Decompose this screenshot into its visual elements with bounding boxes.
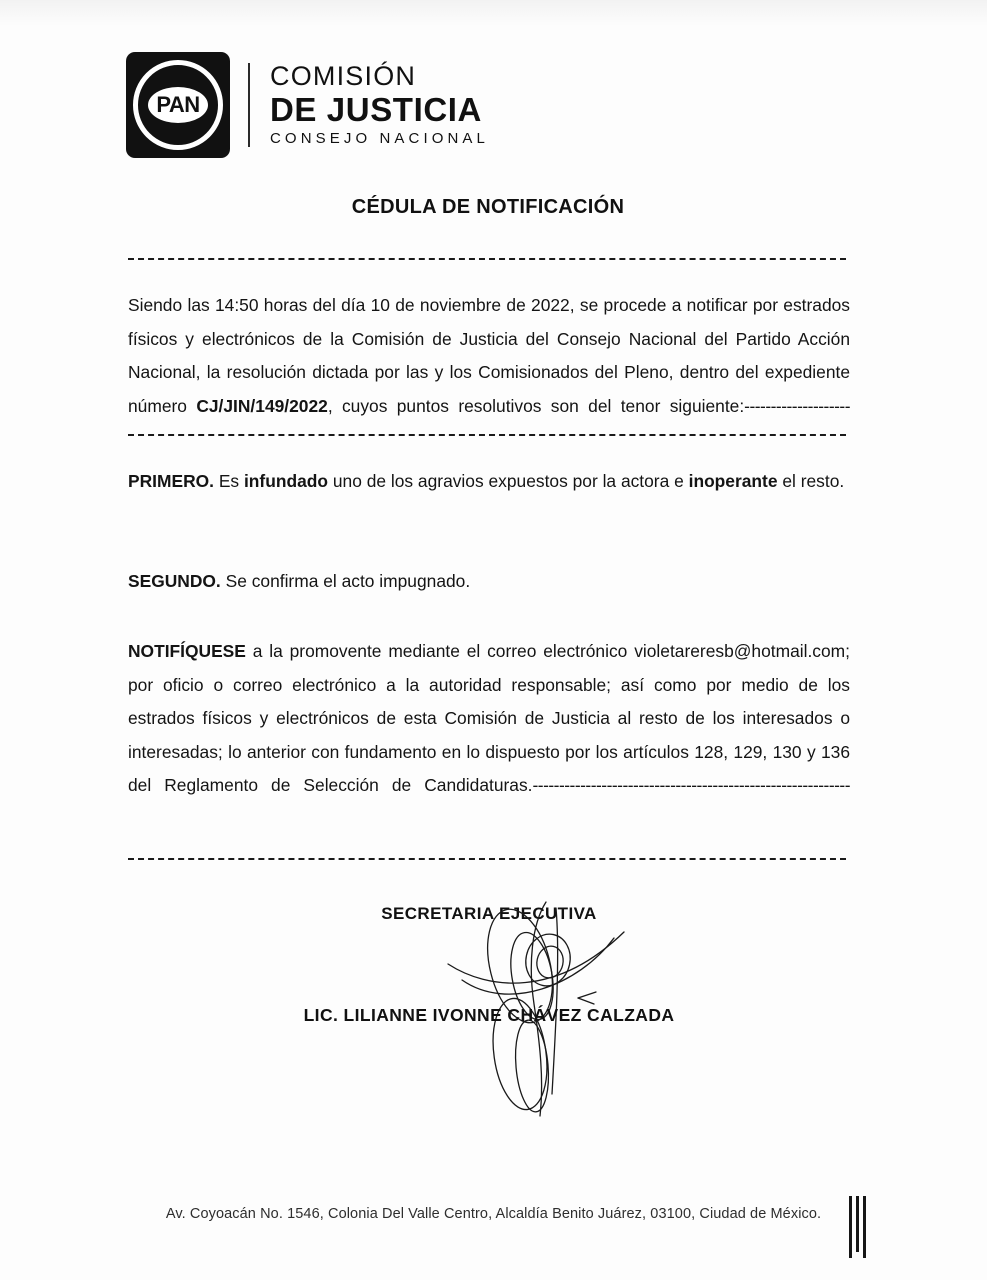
resolutivo-segundo-text: Se confirma el acto impugnado. [220,571,471,591]
pan-logo-icon [126,52,230,158]
page-title: CÉDULA DE NOTIFICACIÓN [351,196,625,218]
pan-logo-ring [133,60,223,150]
notification-email: violetareresb@hotmail.com [634,641,846,661]
scan-bar [856,1196,859,1252]
notifiquese-label: NOTIFÍQUESE [128,641,246,661]
signature-name: LIC. LILIANNE IVONNE CHÁVEZ CALZADA [303,1005,675,1025]
separator-rule-top [128,258,846,260]
notifiquese-text-1: a la promovente mediante el correo electrónico [245,641,635,661]
notifiquese-trailing-dashes: ------------------------------------------------------------ [532,775,850,795]
signature-block [128,900,850,1130]
scan-bar [863,1196,866,1258]
letterhead-line-de-justicia: DE JUSTICIA [270,90,482,128]
resolutivo-primero-text-2: uno de los agravios expuestos por la actora e [328,471,689,491]
resolutivo-primero-emphasis-2: inoperante [688,471,778,491]
letterhead-line-consejo-nacional: CONSEJO NACIONAL [270,130,489,148]
intro-text-before: Siendo las 14:50 horas del día 10 de noviembre de 2022, se procede a notificar por estrados físicos y electrónicos de la Comisión de Justicia del Consejo Nacional del Partido Acción Nacional, la resolución dictada por las y los Comisionados del Pleno, dentro del expediente número [128,295,850,416]
letterhead-divider [248,63,250,147]
pan-logo-text: PAN [156,92,200,117]
resolutivo-primero-text-3: el resto. [777,471,845,491]
resolutivo-segundo-label: SEGUNDO. [128,571,221,591]
resolutivo-primero-emphasis-1: infundado [243,471,329,491]
notifiquese-paragraph [128,635,850,836]
signature-role: SECRETARIA EJECUTIVA [381,904,597,923]
resolutivo-segundo [128,565,850,599]
separator-rule-bottom [128,858,846,860]
scan-bar [849,1196,852,1258]
scan-edge-bars [849,1196,866,1258]
resolutivo-primero [128,465,850,499]
notifiquese-text-2: ; por oficio o correo electrónico a la autoridad responsable; así como por medio de los estrados físicos y electrónicos de esta Comisión de Justicia al resto de los interesados o interesadas; lo anterior con fundamento en lo dispuesto por los artículos 128, 129, 130 y 136 del Reglamento de Selección de Candidaturas. [128,641,850,795]
footer-address: Av. Coyoacán No. 1546, Colonia Del Valle Centro, Alcaldía Benito Juárez, 03100, Ciudad de México. [165,1206,822,1222]
scan-haze [0,0,987,26]
intro-trailing-dashes: -------------------- [744,395,850,416]
resolutivo-primero-text-1: Es [214,471,244,491]
letterhead-line-comision: COMISIÓN [270,61,417,92]
letterhead [126,52,489,158]
pan-logo-oval [148,87,208,123]
intro-text-after: , cuyos puntos resolutivos son del tenor siguiente: [327,395,745,416]
separator-rule-middle [128,434,846,436]
intro-paragraph [128,289,850,457]
letterhead-text [270,62,489,147]
resolutivo-primero-label: PRIMERO. [128,471,214,491]
expediente-number: CJ/JIN/149/2022 [196,395,328,416]
